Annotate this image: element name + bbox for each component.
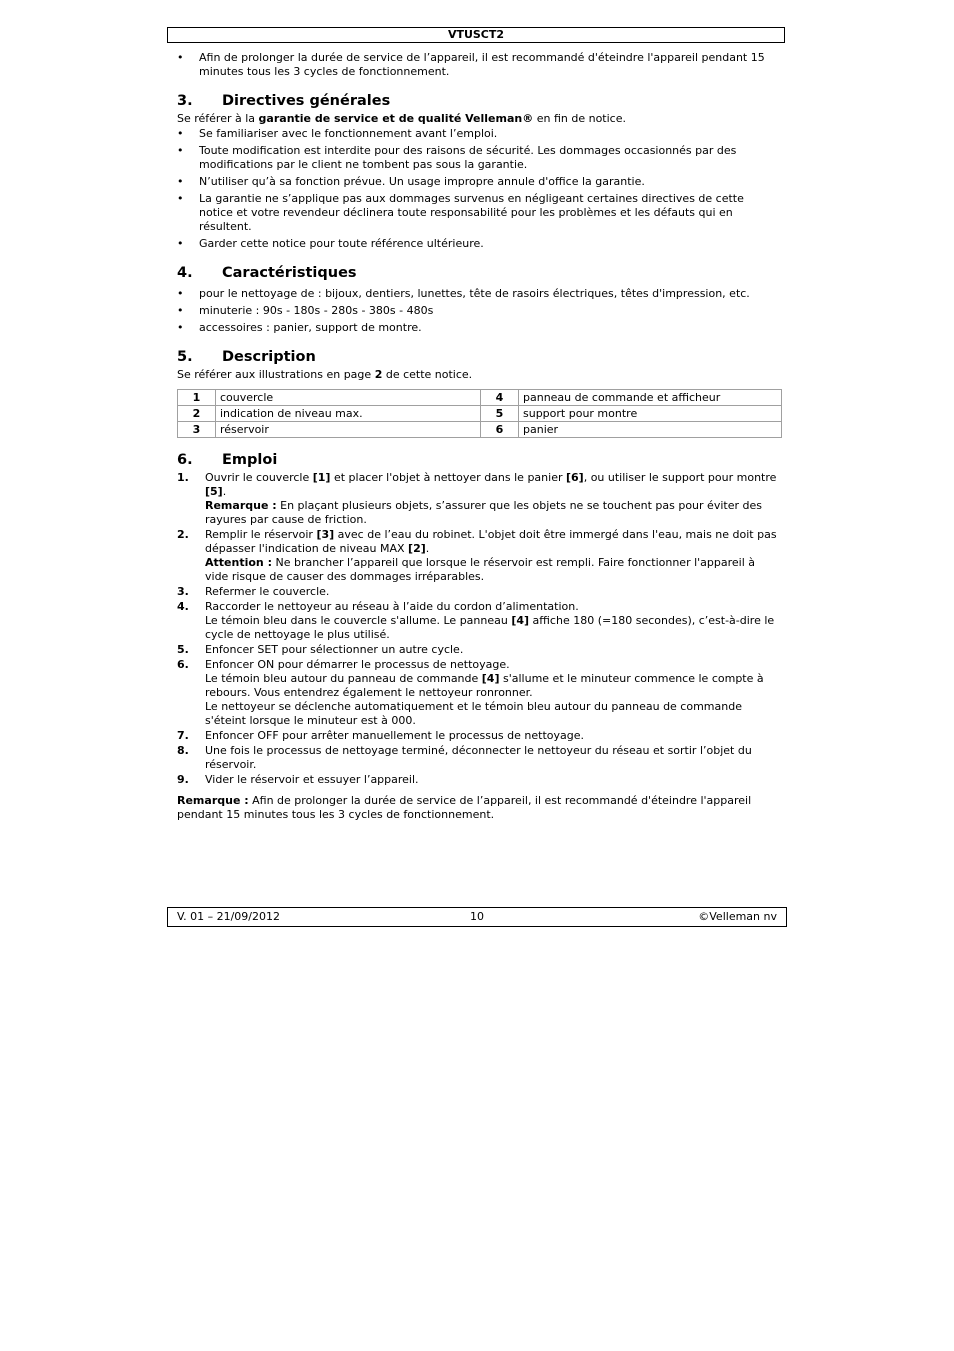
bullet-item xyxy=(177,287,781,301)
section-4-heading xyxy=(177,264,781,282)
section-3-heading xyxy=(177,92,781,110)
step-number: 9. xyxy=(177,773,189,786)
step-text: Refermer le couvercle. xyxy=(205,585,330,598)
bullet-item xyxy=(177,175,781,189)
part-number: 4 xyxy=(481,390,519,406)
page-content xyxy=(177,51,781,822)
bullet-text: N’utiliser qu’à sa fonction prévue. Un usage impropre annule d'office la garantie. xyxy=(199,175,645,188)
step-item xyxy=(177,528,781,584)
bullet-text: minuterie : 90s - 180s - 280s - 380s - 480s xyxy=(199,304,434,317)
bullet-icon: • xyxy=(177,144,184,157)
part-number: 2 xyxy=(178,406,216,422)
bullet-text: Se familiariser avec le fonctionnement avant l’emploi. xyxy=(199,127,498,140)
bullet-text: Toute modification est interdite pour des raisons de sécurité. Les dommages occasionnés par des modifications par le client ne tombent pas sous la garantie. xyxy=(199,144,737,171)
step-item xyxy=(177,585,781,599)
model-name: VTUSCT2 xyxy=(447,28,505,41)
step-number: 2. xyxy=(177,528,189,541)
note-label: Remarque : xyxy=(177,794,249,807)
note-text: Afin de prolonger la durée de service de l’appareil, il est recommandé d'éteindre l'appareil pendant 15 minutes tous les 3 cycles de fonctionnement. xyxy=(177,794,752,821)
step-number: 7. xyxy=(177,729,189,742)
page-header xyxy=(167,27,785,43)
part-number: 5 xyxy=(481,406,519,422)
part-name: réservoir xyxy=(216,422,481,438)
section-4-bullets xyxy=(177,287,781,335)
bullet-text: accessoires : panier, support de montre. xyxy=(199,321,422,334)
footer-version: V. 01 – 21/09/2012 xyxy=(177,910,280,923)
bullet-icon: • xyxy=(177,321,184,334)
step-item xyxy=(177,658,781,728)
final-note xyxy=(177,794,781,822)
bullet-icon: • xyxy=(177,237,184,250)
section-3-bullets xyxy=(177,127,781,251)
section-5-reference xyxy=(177,368,781,382)
step-text: Une fois le processus de nettoyage terminé, déconnecter le nettoyeur du réseau et sortir l’objet du réservoir. xyxy=(205,744,752,771)
step-text: Enfoncer OFF pour arrêter manuellement le processus de nettoyage. xyxy=(205,729,585,742)
table-row xyxy=(178,406,782,422)
section-6-title: Emploi xyxy=(222,452,278,468)
part-name: panneau de commande et afficheur xyxy=(519,390,782,406)
section-5-title: Description xyxy=(222,349,316,365)
section-6-steps xyxy=(177,471,781,787)
section-3-title: Directives générales xyxy=(222,93,391,109)
part-name: panier xyxy=(519,422,782,438)
step-item xyxy=(177,471,781,527)
bullet-icon: • xyxy=(177,304,184,317)
section-3-number: 3. xyxy=(177,93,193,109)
part-number: 1 xyxy=(178,390,216,406)
section-4-number: 4. xyxy=(177,265,193,281)
parts-table xyxy=(177,389,782,438)
step-item xyxy=(177,643,781,657)
part-number: 3 xyxy=(178,422,216,438)
step-text: Vider le réservoir et essuyer l’appareil. xyxy=(205,773,419,786)
bullet-item xyxy=(177,144,781,172)
section-4-title: Caractéristiques xyxy=(222,265,357,281)
bullet-text: La garantie ne s’applique pas aux dommages survenus en négligeant certaines directives de cette notice et votre revendeur déclinera toute responsabilité pour les problèmes et les défauts qui en résultent. xyxy=(199,192,744,233)
bullet-item xyxy=(177,127,781,141)
ref-suffix: en fin de notice. xyxy=(533,112,626,125)
bullet-icon: • xyxy=(177,192,184,205)
bullet-item xyxy=(177,237,781,251)
footer-brand: ©Velleman nv xyxy=(698,910,777,923)
bullet-item xyxy=(177,192,781,234)
part-name: indication de niveau max. xyxy=(216,406,481,422)
bullet-icon: • xyxy=(177,127,184,140)
bullet-item xyxy=(177,321,781,335)
step-text: Remplir le réservoir [3] avec de l’eau du robinet. L'objet doit être immergé dans l'eau, mais ne doit pas dépasser l'indication de niveau MAX [2]. Attention : Ne brancher l’appareil que lorsque le réservoir est rempli. Faire fonctionner l'appareil à vide risque de causer des dommages irréparables. xyxy=(205,528,777,583)
section-5-number: 5. xyxy=(177,349,193,365)
step-text: Ouvrir le couvercle [1] et placer l'objet à nettoyer dans le panier [6], ou utiliser le support pour montre [5]. Remarque : En plaçant plusieurs objets, s’assurer que les objets ne se touchent pas pour éviter des rayures par cause de friction. xyxy=(205,471,777,526)
step-number: 8. xyxy=(177,744,189,757)
ref-bold: garantie de service et de qualité Velleman® xyxy=(258,112,534,125)
step-number: 3. xyxy=(177,585,189,598)
part-number: 6 xyxy=(481,422,519,438)
section-5-heading xyxy=(177,348,781,366)
part-name: support pour montre xyxy=(519,406,782,422)
part-name: couvercle xyxy=(216,390,481,406)
footer-page-number: 10 xyxy=(470,910,484,923)
step-item xyxy=(177,600,781,642)
bullet-icon: • xyxy=(177,51,184,64)
step-item xyxy=(177,744,781,772)
section-6-heading xyxy=(177,451,781,469)
step-text: Enfoncer ON pour démarrer le processus de nettoyage. Le témoin bleu autour du panneau de commande [4] s'allume et le minuteur commence le compte à rebours. Vous entendrez également le nettoyeur ronronner. Le nettoyeur se déclenche automatiquement et le témoin bleu autour du panneau de commande s'éteint lorsque le minuteur est à 000. xyxy=(205,658,764,727)
step-number: 6. xyxy=(177,658,189,671)
intro-bullet xyxy=(177,51,781,79)
ref-prefix: Se référer aux illustrations en page xyxy=(177,368,375,381)
step-text: Raccorder le nettoyeur au réseau à l’aide du cordon d’alimentation. Le témoin bleu dans le couvercle s'allume. Le panneau [4] affiche 180 (=180 secondes), c’est-à-dire le cycle de nettoyage le plus utilisé. xyxy=(205,600,775,641)
step-text: Enfoncer SET pour sélectionner un autre cycle. xyxy=(205,643,464,656)
bullet-item xyxy=(177,304,781,318)
page-footer xyxy=(167,907,787,927)
step-number: 5. xyxy=(177,643,189,656)
bullet-text: pour le nettoyage de : bijoux, dentiers, lunettes, tête de rasoirs électriques, têtes d'impression, etc. xyxy=(199,287,750,300)
step-number: 4. xyxy=(177,600,189,613)
table-row xyxy=(178,422,782,438)
section-3-reference xyxy=(177,112,781,126)
ref-bold: 2 xyxy=(374,368,383,381)
bullet-icon: • xyxy=(177,175,184,188)
section-6-number: 6. xyxy=(177,452,193,468)
ref-prefix: Se référer à la xyxy=(177,112,259,125)
step-item xyxy=(177,773,781,787)
ref-suffix: de cette notice. xyxy=(382,368,473,381)
table-row xyxy=(178,390,782,406)
step-item xyxy=(177,729,781,743)
bullet-text: Garder cette notice pour toute référence ultérieure. xyxy=(199,237,484,250)
intro-bullet-text: Afin de prolonger la durée de service de l’appareil, il est recommandé d'éteindre l'appareil pendant 15 minutes tous les 3 cycles de fonctionnement. xyxy=(199,51,765,78)
step-number: 1. xyxy=(177,471,189,484)
bullet-icon: • xyxy=(177,287,184,300)
